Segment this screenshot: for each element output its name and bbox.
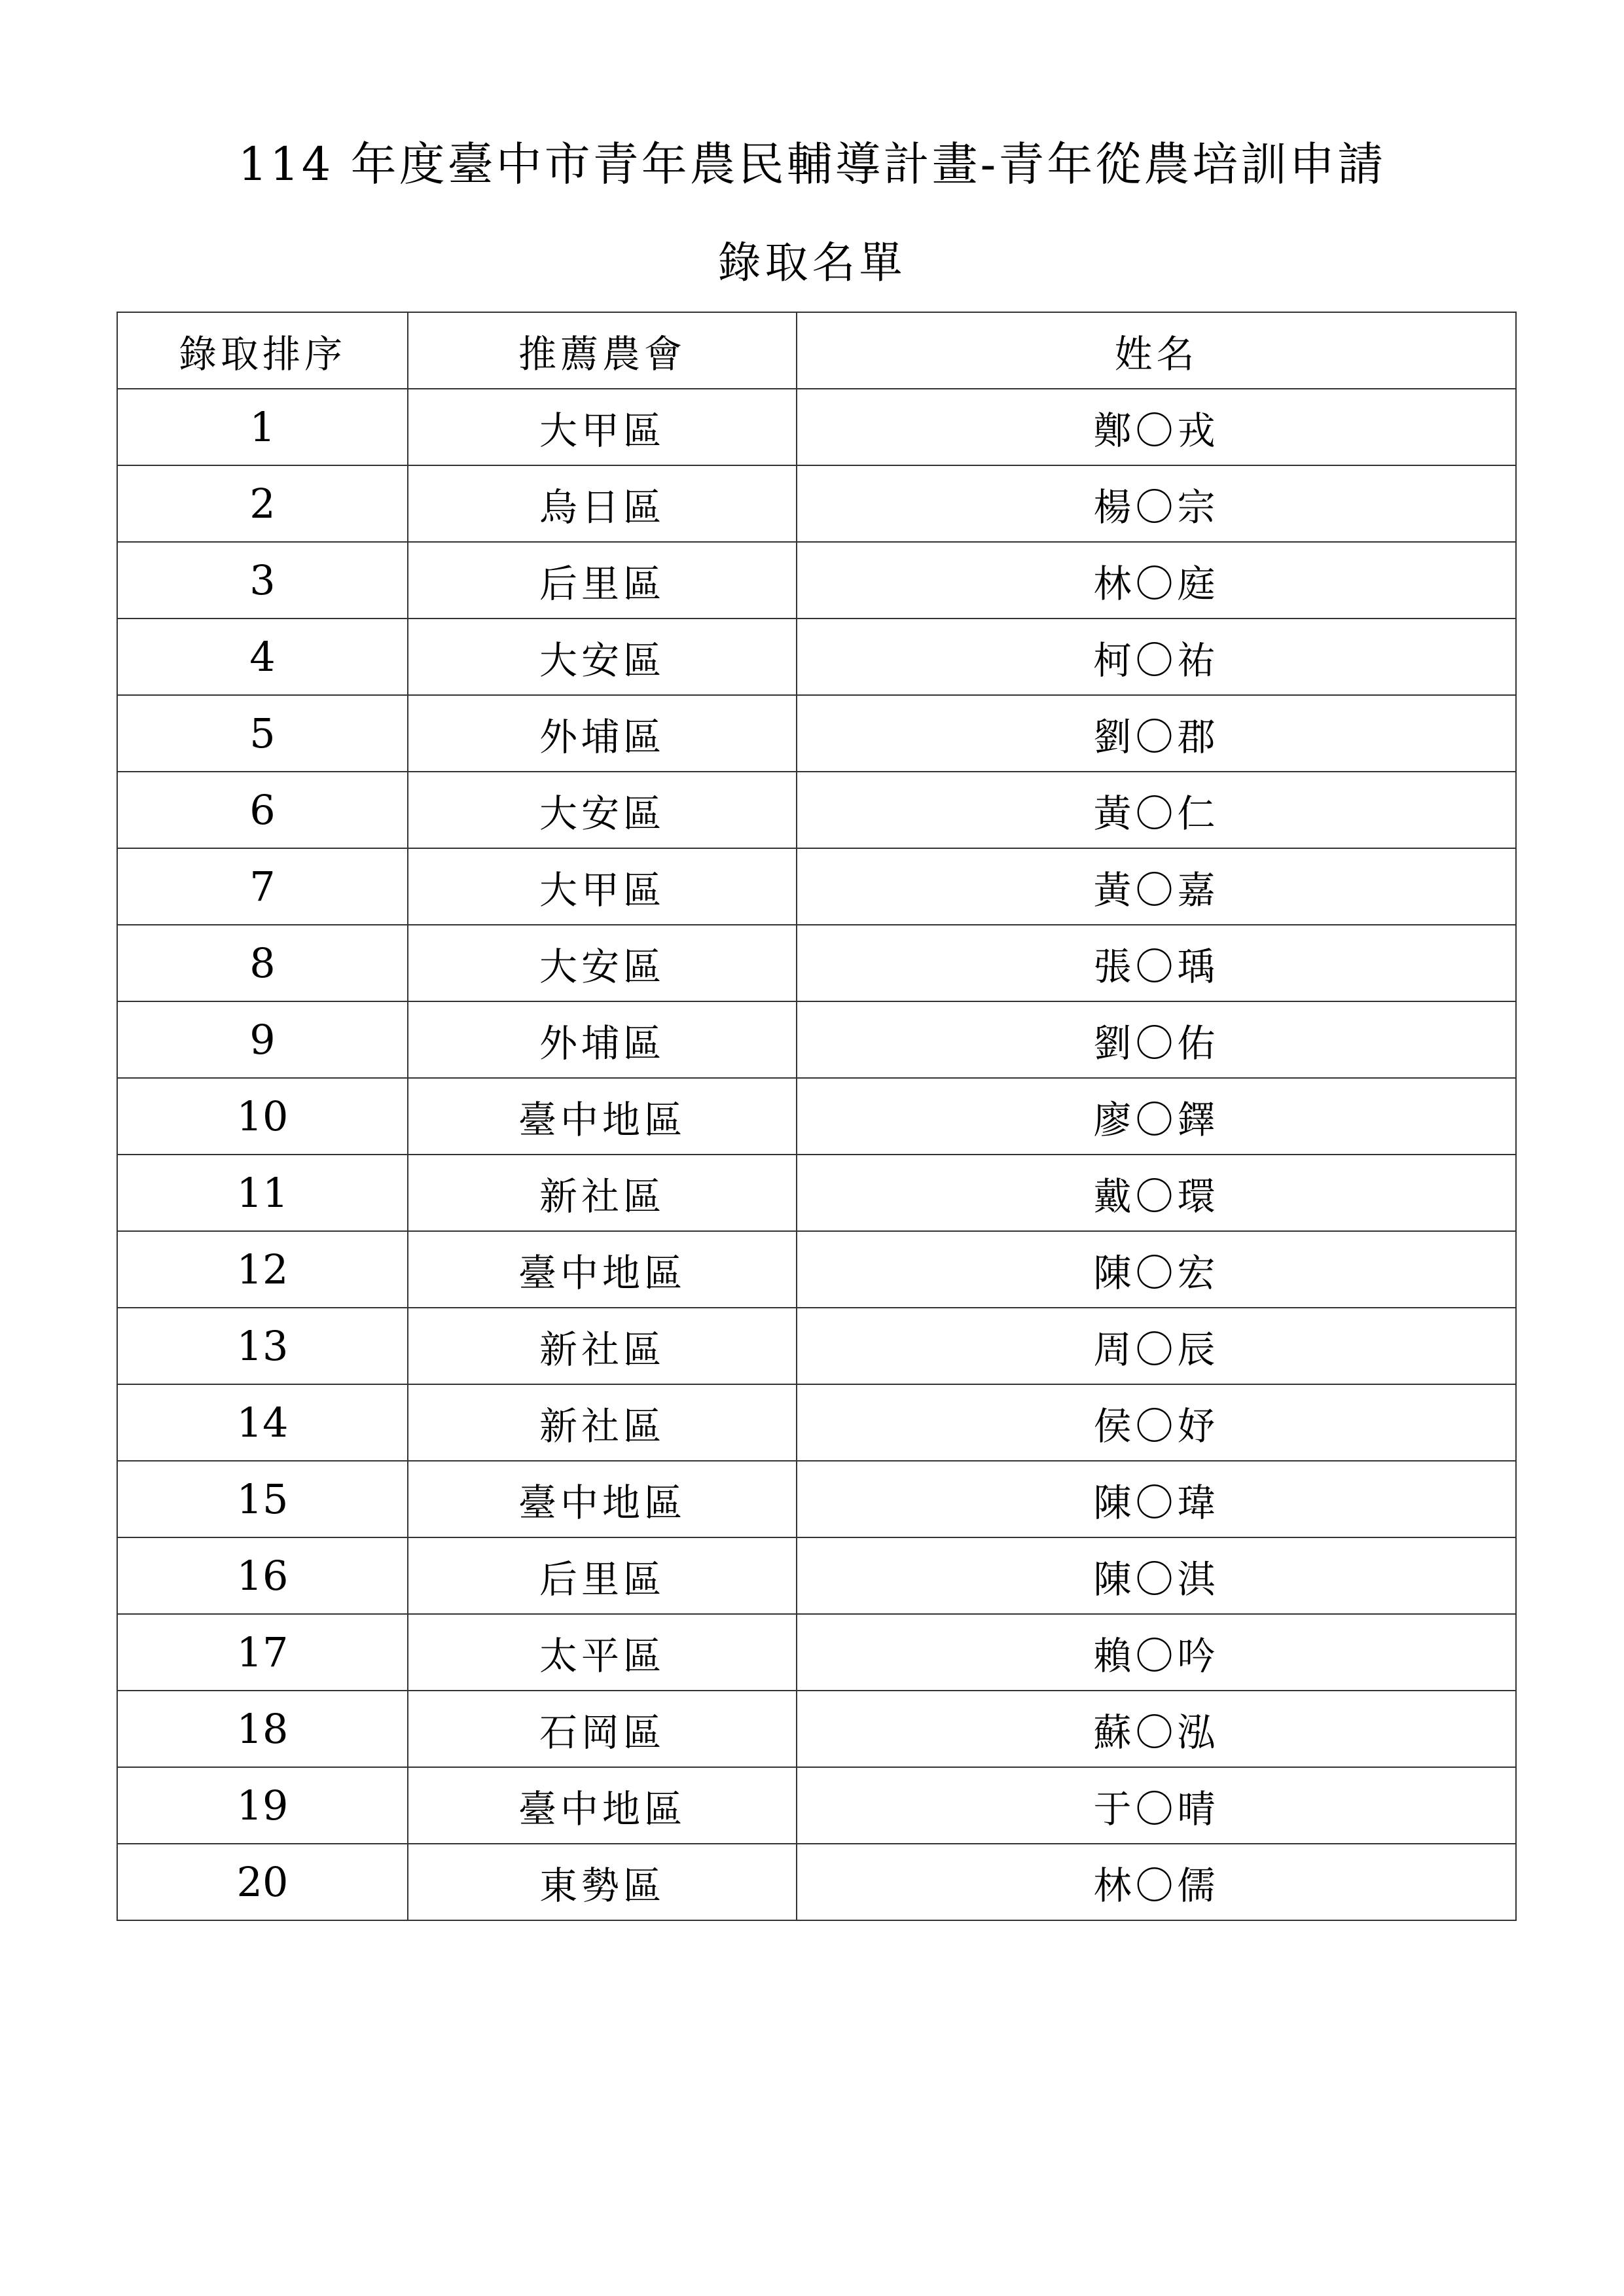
header-association: 推薦農會 [408, 312, 797, 389]
name-cell: 黃〇仁 [797, 772, 1516, 848]
rank-cell: 13 [117, 1308, 408, 1384]
table-row [117, 772, 1516, 848]
name-cell: 陳〇淇 [797, 1537, 1516, 1614]
rank-cell: 20 [117, 1844, 408, 1920]
name-cell: 鄭〇戎 [797, 389, 1516, 465]
table-row [117, 1078, 1516, 1155]
association-cell: 新社區 [408, 1155, 797, 1231]
association-cell: 烏日區 [408, 465, 797, 542]
rank-cell: 4 [117, 619, 408, 695]
name-cell: 林〇庭 [797, 542, 1516, 619]
table-row [117, 1461, 1516, 1537]
name-cell: 劉〇郡 [797, 695, 1516, 772]
association-cell: 新社區 [408, 1384, 797, 1461]
name-cell: 于〇晴 [797, 1767, 1516, 1844]
admission-list-table [117, 312, 1517, 1921]
association-cell: 臺中地區 [408, 1461, 797, 1537]
rank-cell: 14 [117, 1384, 408, 1461]
rank-cell: 8 [117, 925, 408, 1001]
association-cell: 大甲區 [408, 848, 797, 925]
header-rank: 錄取排序 [117, 312, 408, 389]
name-cell: 劉〇佑 [797, 1001, 1516, 1078]
table-row [117, 1308, 1516, 1384]
name-cell: 周〇辰 [797, 1308, 1516, 1384]
name-cell: 陳〇瑋 [797, 1461, 1516, 1537]
association-cell: 外埔區 [408, 1001, 797, 1078]
document-subtitle: 錄取名單 [717, 238, 907, 288]
name-cell: 賴〇吟 [797, 1614, 1516, 1691]
association-cell: 后里區 [408, 1537, 797, 1614]
table-row [117, 1155, 1516, 1231]
table-row [117, 848, 1516, 925]
name-cell: 戴〇環 [797, 1155, 1516, 1231]
table-row [117, 465, 1516, 542]
association-cell: 臺中地區 [408, 1231, 797, 1308]
name-cell: 柯〇祐 [797, 619, 1516, 695]
document-title: 114 年度臺中市青年農民輔導計畫-青年從農培訓申請 [238, 137, 1386, 191]
association-cell: 大甲區 [408, 389, 797, 465]
rank-cell: 2 [117, 465, 408, 542]
table-header-row [117, 312, 1516, 389]
rank-cell: 6 [117, 772, 408, 848]
association-cell: 外埔區 [408, 695, 797, 772]
rank-cell: 19 [117, 1767, 408, 1844]
table-row [117, 542, 1516, 619]
header-name: 姓名 [797, 312, 1516, 389]
rank-cell: 17 [117, 1614, 408, 1691]
rank-cell: 12 [117, 1231, 408, 1308]
association-cell: 新社區 [408, 1308, 797, 1384]
rank-cell: 7 [117, 848, 408, 925]
name-cell: 張〇瑀 [797, 925, 1516, 1001]
table-row [117, 1767, 1516, 1844]
rank-cell: 3 [117, 542, 408, 619]
table-row [117, 1691, 1516, 1767]
table-row [117, 1537, 1516, 1614]
association-cell: 臺中地區 [408, 1078, 797, 1155]
association-cell: 大安區 [408, 772, 797, 848]
rank-cell: 5 [117, 695, 408, 772]
table-row [117, 1384, 1516, 1461]
rank-cell: 18 [117, 1691, 408, 1767]
name-cell: 楊〇宗 [797, 465, 1516, 542]
name-cell: 蘇〇泓 [797, 1691, 1516, 1767]
rank-cell: 11 [117, 1155, 408, 1231]
rank-cell: 9 [117, 1001, 408, 1078]
association-cell: 臺中地區 [408, 1767, 797, 1844]
table-row [117, 1844, 1516, 1920]
name-cell: 侯〇妤 [797, 1384, 1516, 1461]
table-row [117, 1001, 1516, 1078]
rank-cell: 15 [117, 1461, 408, 1537]
association-cell: 后里區 [408, 542, 797, 619]
name-cell: 廖〇鐸 [797, 1078, 1516, 1155]
table-row [117, 695, 1516, 772]
table-row [117, 1231, 1516, 1308]
name-cell: 陳〇宏 [797, 1231, 1516, 1308]
name-cell: 黃〇嘉 [797, 848, 1516, 925]
name-cell: 林〇儒 [797, 1844, 1516, 1920]
table-row [117, 389, 1516, 465]
rank-cell: 1 [117, 389, 408, 465]
association-cell: 大安區 [408, 619, 797, 695]
association-cell: 東勢區 [408, 1844, 797, 1920]
table-row [117, 1614, 1516, 1691]
table-row [117, 925, 1516, 1001]
association-cell: 太平區 [408, 1614, 797, 1691]
association-cell: 大安區 [408, 925, 797, 1001]
rank-cell: 16 [117, 1537, 408, 1614]
table-row [117, 619, 1516, 695]
rank-cell: 10 [117, 1078, 408, 1155]
association-cell: 石岡區 [408, 1691, 797, 1767]
